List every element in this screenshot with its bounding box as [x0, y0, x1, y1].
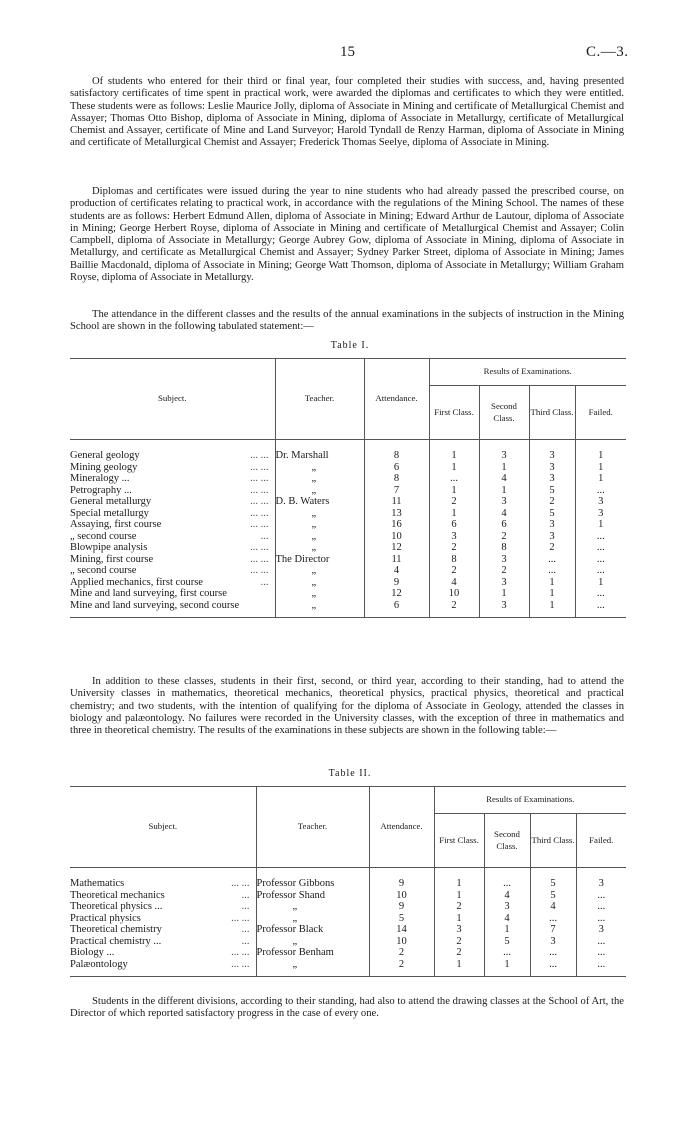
column-header-third: Third Class. — [529, 386, 575, 440]
cell-second: 3 — [479, 577, 529, 589]
cell-subject — [70, 542, 275, 554]
subject-name: Mineralogy ... — [70, 473, 130, 484]
cell-subject — [70, 462, 275, 474]
cell-subject — [70, 913, 256, 925]
table-2-caption: Table II. — [328, 768, 372, 779]
cell-third: 3 — [529, 450, 575, 462]
subject-name: Special metallurgy — [70, 507, 149, 519]
dot-leader: ... ... — [231, 878, 250, 889]
subject-name: Blowpipe analysis — [70, 542, 148, 553]
table-row — [70, 462, 626, 474]
paragraph-university-classes: In addition to these classes, students in their first, second, or third year, according to their standing, had to attend the University classes in mathematics, theoretical mechanics, theoretical physics, practical physics, theoretical and practical chemistry; and two students, with the intention of qualifying for the diploma of Associate in Geology, attended the classes in biology and palæontology. No failures were recorded in the University classes, with the exception of three in mathematics and three in theoretical chemistry. The results of the examinations in these subjects are shown in the following table:— — [70, 676, 624, 737]
cell-attendance: 6 — [364, 462, 429, 474]
cell-third: 3 — [529, 462, 575, 474]
cell-second: 1 — [484, 924, 530, 936]
cell-second: ... — [484, 947, 530, 959]
cell-first: 2 — [429, 565, 479, 577]
table-row — [70, 473, 626, 485]
cell-third: ... — [530, 947, 576, 959]
cell-subject — [70, 450, 275, 462]
cell-failed: 3 — [575, 508, 626, 520]
cell-third: 2 — [529, 496, 575, 508]
cell-teacher: „ — [275, 600, 364, 612]
cell-teacher: „ — [275, 542, 364, 554]
table-row — [70, 901, 626, 913]
cell-failed: 3 — [575, 496, 626, 508]
cell-second: 6 — [479, 519, 529, 531]
cell-attendance: 10 — [369, 890, 434, 902]
table-row — [70, 600, 626, 612]
cell-third: 3 — [530, 936, 576, 948]
table-row — [70, 496, 626, 508]
dot-leader: ... ... — [250, 484, 269, 496]
table-row — [70, 565, 626, 577]
cell-first: ... — [429, 473, 479, 485]
subject-name: General metallurgy — [70, 496, 152, 507]
cell-subject — [70, 577, 275, 589]
subject-name: Theoretical chemistry — [70, 924, 162, 935]
dot-leader: ... ... — [250, 461, 269, 473]
cell-third: 5 — [530, 890, 576, 902]
cell-subject — [70, 959, 256, 971]
cell-attendance: 5 — [369, 913, 434, 925]
table-row — [70, 519, 626, 531]
cell-second: 1 — [479, 588, 529, 600]
cell-subject — [70, 924, 256, 936]
cell-failed: 3 — [576, 924, 626, 936]
cell-failed: ... — [575, 600, 626, 612]
cell-first: 1 — [434, 890, 484, 902]
table-row — [70, 890, 626, 902]
cell-teacher: „ — [275, 588, 364, 600]
cell-third: ... — [529, 565, 575, 577]
cell-second: 1 — [479, 462, 529, 474]
dot-leader: ... — [260, 530, 269, 542]
cell-first: 1 — [434, 959, 484, 971]
table-row — [70, 554, 626, 566]
cell-third: 1 — [529, 588, 575, 600]
cell-first: 2 — [434, 947, 484, 959]
subject-name: „ second course — [70, 565, 137, 576]
cell-teacher: „ — [275, 577, 364, 589]
cell-first: 1 — [434, 913, 484, 925]
cell-first: 2 — [429, 542, 479, 554]
dot-leader: ... ... — [250, 519, 269, 530]
cell-second: 3 — [479, 600, 529, 612]
cell-attendance: 10 — [369, 936, 434, 948]
cell-teacher: „ — [275, 508, 364, 520]
dot-leader: ... — [241, 901, 250, 912]
table-1-body — [70, 440, 626, 618]
cell-subject — [70, 890, 256, 902]
cell-first: 3 — [434, 924, 484, 936]
column-header-teacher: Teacher. — [256, 787, 369, 868]
cell-teacher: D. B. Waters — [275, 496, 364, 508]
column-header-subject: Subject. — [70, 359, 275, 440]
cell-third: 7 — [530, 924, 576, 936]
cell-teacher: „ — [275, 565, 364, 577]
cell-subject — [70, 901, 256, 913]
cell-second: 1 — [484, 959, 530, 971]
table-bottom-rule — [70, 970, 626, 977]
subject-name: Mine and land surveying, second course — [70, 599, 240, 611]
cell-first: 1 — [429, 485, 479, 497]
dot-leader: ... ... — [250, 450, 269, 461]
page-header — [0, 44, 700, 64]
table-row — [70, 508, 626, 520]
cell-failed: ... — [575, 542, 626, 554]
cell-failed: 1 — [575, 519, 626, 531]
cell-third: 1 — [529, 577, 575, 589]
column-header-subject: Subject. — [70, 787, 256, 868]
cell-failed: ... — [576, 947, 626, 959]
dot-leader: ... ... — [231, 958, 250, 970]
table-2 — [70, 786, 626, 977]
cell-failed: ... — [575, 485, 626, 497]
cell-teacher: „ — [256, 936, 369, 948]
cell-third: 3 — [529, 473, 575, 485]
table-row — [70, 878, 626, 890]
cell-first: 1 — [429, 450, 479, 462]
cell-failed: ... — [575, 565, 626, 577]
cell-failed: 3 — [576, 878, 626, 890]
cell-second: 4 — [479, 508, 529, 520]
column-header-teacher: Teacher. — [275, 359, 364, 440]
subject-name: „ second course — [70, 530, 137, 542]
cell-failed: 1 — [575, 462, 626, 474]
subject-name: Palæontology — [70, 958, 128, 970]
cell-subject — [70, 473, 275, 485]
cell-subject — [70, 485, 275, 497]
dot-leader: ... ... — [250, 496, 269, 507]
cell-attendance: 16 — [364, 519, 429, 531]
cell-first: 8 — [429, 554, 479, 566]
cell-attendance: 11 — [364, 554, 429, 566]
dot-leader: ... ... — [250, 565, 269, 576]
cell-failed: ... — [576, 936, 626, 948]
cell-subject — [70, 600, 275, 612]
subject-name: Assaying, first course — [70, 519, 162, 530]
column-header-attendance: Attendance. — [364, 359, 429, 440]
subject-name: Applied mechanics, first course — [70, 576, 203, 588]
table-row — [70, 485, 626, 497]
cell-failed: ... — [575, 588, 626, 600]
table-row — [70, 924, 626, 936]
table-row — [70, 959, 626, 971]
cell-second: 4 — [479, 473, 529, 485]
cell-third: 3 — [529, 531, 575, 543]
table-row — [70, 936, 626, 948]
cell-attendance: 14 — [369, 924, 434, 936]
cell-attendance: 9 — [369, 878, 434, 890]
cell-second: ... — [484, 878, 530, 890]
table-row — [70, 913, 626, 925]
subject-name: Mathematics — [70, 878, 125, 889]
cell-attendance: 2 — [369, 947, 434, 959]
cell-first: 1 — [434, 878, 484, 890]
cell-attendance: 4 — [364, 565, 429, 577]
subject-name: Biology ... — [70, 947, 115, 958]
cell-teacher: „ — [275, 531, 364, 543]
cell-subject — [70, 936, 256, 948]
table-row — [70, 947, 626, 959]
cell-first: 4 — [429, 577, 479, 589]
dot-leader: ... ... — [250, 507, 269, 519]
cell-subject — [70, 878, 256, 890]
cell-attendance: 7 — [364, 485, 429, 497]
cell-subject — [70, 496, 275, 508]
cell-failed: ... — [576, 890, 626, 902]
cell-third: ... — [530, 959, 576, 971]
cell-first: 1 — [429, 508, 479, 520]
cell-third: ... — [529, 554, 575, 566]
document-reference: C.—3. — [586, 44, 629, 60]
cell-first: 10 — [429, 588, 479, 600]
cell-failed: ... — [575, 554, 626, 566]
cell-third: 5 — [530, 878, 576, 890]
cell-teacher: Dr. Marshall — [275, 450, 364, 462]
cell-attendance: 8 — [364, 450, 429, 462]
cell-subject — [70, 531, 275, 543]
table-1-caption: Table I. — [330, 340, 370, 351]
cell-first: 2 — [434, 936, 484, 948]
cell-subject — [70, 588, 275, 600]
paragraph-graduates: Of students who entered for their third or final year, four completed their studies with success, and, having presented satisfactory certificates of time spent in practical work, were awarded the diplomas and certificates to which they were entitled. These students were as follows: Leslie Maurice Jolly, diploma of Associate in Mining and certificate of Metallurgical Chemist and Assayer; Thomas Otto Bishop, diploma of Associate in Mining, diploma of Associate in Metallurgy, certificate of Metallurgical Chemist and Assayer, certificate of Mine and Land Surveyor; Harold Tyndall de Renzy Harman, diploma of Associate in Mining and certificate of Metallurgical Chemist and Assayer; Frederick Thomas Seelye, diploma of Associate in Mining. — [70, 76, 624, 149]
cell-second: 2 — [479, 565, 529, 577]
cell-subject — [70, 519, 275, 531]
cell-teacher: „ — [256, 959, 369, 971]
dot-leader: ... ... — [250, 542, 269, 553]
cell-first: 2 — [429, 600, 479, 612]
dot-leader: ... — [241, 889, 250, 901]
page-number: 15 — [340, 44, 355, 60]
cell-failed: 1 — [575, 450, 626, 462]
cell-failed: 1 — [575, 577, 626, 589]
dot-leader: ... ... — [231, 912, 250, 924]
cell-subject — [70, 565, 275, 577]
table-row — [70, 531, 626, 543]
cell-attendance: 6 — [364, 600, 429, 612]
paragraph-diplomas: Diplomas and certificates were issued during the year to nine students who had already passed the prescribed course, on production of certificates relating to practical work, in accordance with the regulations of the Mining School. The names of these students are as follows: Herbert Edmund Allen, diploma of Associate in Mining; Edward Arthur de Lautour, diploma of Associate in Mining; George Herbert Royse, diploma of Associate in Mining and certificate of Metallurgical Chemist and Assayer; Colin Campbell, diploma of Associate in Metallurgy; George Aubrey Gow, diploma of Associate in Mining, diploma of Associate in Metallurgy, and certificate as Metallurgical Chemist and Assayer; Sydney Parker Street, diploma of Associate in Mining; James Baillie Macdonald, diploma of Associate in Mining; George Watt Thomson, diploma of Associate in Metallurgy; William Graham Royse, diploma of Associate in Metallurgy. — [70, 186, 624, 284]
subject-name: Theoretical physics ... — [70, 901, 163, 912]
subject-name: Theoretical mechanics — [70, 889, 165, 901]
dot-leader: ... — [260, 576, 269, 588]
cell-first: 2 — [434, 901, 484, 913]
cell-teacher: The Director — [275, 554, 364, 566]
cell-subject — [70, 947, 256, 959]
cell-first: 2 — [429, 496, 479, 508]
table-bottom-rule — [70, 611, 626, 618]
column-header-attendance: Attendance. — [369, 787, 434, 868]
cell-first: 1 — [429, 462, 479, 474]
cell-subject — [70, 508, 275, 520]
subject-name: Practical physics — [70, 912, 141, 924]
column-header-results: Results of Examinations. — [429, 359, 626, 386]
column-header-second: Second Class. — [479, 386, 529, 440]
dot-leader: ... ... — [250, 553, 269, 565]
cell-teacher: „ — [275, 519, 364, 531]
subject-name: Practical chemistry ... — [70, 935, 162, 947]
cell-attendance: 12 — [364, 542, 429, 554]
cell-third: 5 — [529, 485, 575, 497]
cell-third: ... — [530, 913, 576, 925]
cell-second: 3 — [479, 496, 529, 508]
cell-second: 3 — [479, 554, 529, 566]
cell-attendance: 10 — [364, 531, 429, 543]
cell-third: 2 — [529, 542, 575, 554]
cell-failed: ... — [576, 959, 626, 971]
subject-name: Petrography ... — [70, 484, 132, 496]
cell-attendance: 11 — [364, 496, 429, 508]
cell-teacher: Professor Black — [256, 924, 369, 936]
dot-leader: ... ... — [250, 473, 269, 484]
table-row — [70, 577, 626, 589]
cell-teacher: Professor Benham — [256, 947, 369, 959]
cell-attendance: 12 — [364, 588, 429, 600]
cell-second: 3 — [479, 450, 529, 462]
cell-teacher: „ — [275, 485, 364, 497]
table-2-body — [70, 868, 626, 977]
cell-attendance: 9 — [364, 577, 429, 589]
cell-second: 4 — [484, 913, 530, 925]
cell-second: 2 — [479, 531, 529, 543]
cell-teacher: Professor Gibbons — [256, 878, 369, 890]
cell-subject — [70, 554, 275, 566]
subject-name: Mine and land surveying, first course — [70, 588, 227, 599]
column-header-third: Third Class. — [530, 814, 576, 868]
table-row — [70, 588, 626, 600]
cell-failed: ... — [575, 531, 626, 543]
cell-failed: ... — [576, 913, 626, 925]
paragraph-attendance-intro: The attendance in the different classes and the results of the annual examinations in the subjects of instruction in the Mining School are shown in the following tabulated statement:— — [70, 309, 624, 333]
cell-teacher: „ — [256, 913, 369, 925]
dot-leader: ... — [241, 935, 250, 947]
table-row — [70, 450, 626, 462]
dot-leader: ... ... — [231, 947, 250, 958]
cell-attendance: 2 — [369, 959, 434, 971]
table-row — [70, 542, 626, 554]
column-header-failed: Failed. — [575, 386, 626, 440]
column-header-second: Second Class. — [484, 814, 530, 868]
column-header-first: First Class. — [429, 386, 479, 440]
cell-teacher: „ — [256, 901, 369, 913]
cell-second: 5 — [484, 936, 530, 948]
dot-leader: ... — [241, 924, 250, 935]
subject-name: Mining geology — [70, 461, 138, 473]
table-1 — [70, 358, 626, 618]
cell-second: 1 — [479, 485, 529, 497]
cell-second: 3 — [484, 901, 530, 913]
cell-failed: 1 — [575, 473, 626, 485]
cell-first: 6 — [429, 519, 479, 531]
cell-third: 3 — [529, 519, 575, 531]
subject-name: General geology — [70, 450, 140, 461]
cell-first: 3 — [429, 531, 479, 543]
paragraph-drawing-classes: Students in the different divisions, according to their standing, had also to attend the drawing classes at the School of Art, the Director of which reported satisfactory progress in the case of every one. — [70, 996, 624, 1020]
cell-second: 8 — [479, 542, 529, 554]
column-header-results: Results of Examinations. — [434, 787, 626, 814]
cell-teacher: Professor Shand — [256, 890, 369, 902]
subject-name: Mining, first course — [70, 553, 154, 565]
cell-third: 1 — [529, 600, 575, 612]
cell-teacher: „ — [275, 462, 364, 474]
column-header-first: First Class. — [434, 814, 484, 868]
cell-attendance: 9 — [369, 901, 434, 913]
cell-third: 5 — [529, 508, 575, 520]
column-header-failed: Failed. — [576, 814, 626, 868]
cell-attendance: 13 — [364, 508, 429, 520]
cell-third: 4 — [530, 901, 576, 913]
cell-failed: ... — [576, 901, 626, 913]
cell-teacher: „ — [275, 473, 364, 485]
cell-second: 4 — [484, 890, 530, 902]
cell-attendance: 8 — [364, 473, 429, 485]
